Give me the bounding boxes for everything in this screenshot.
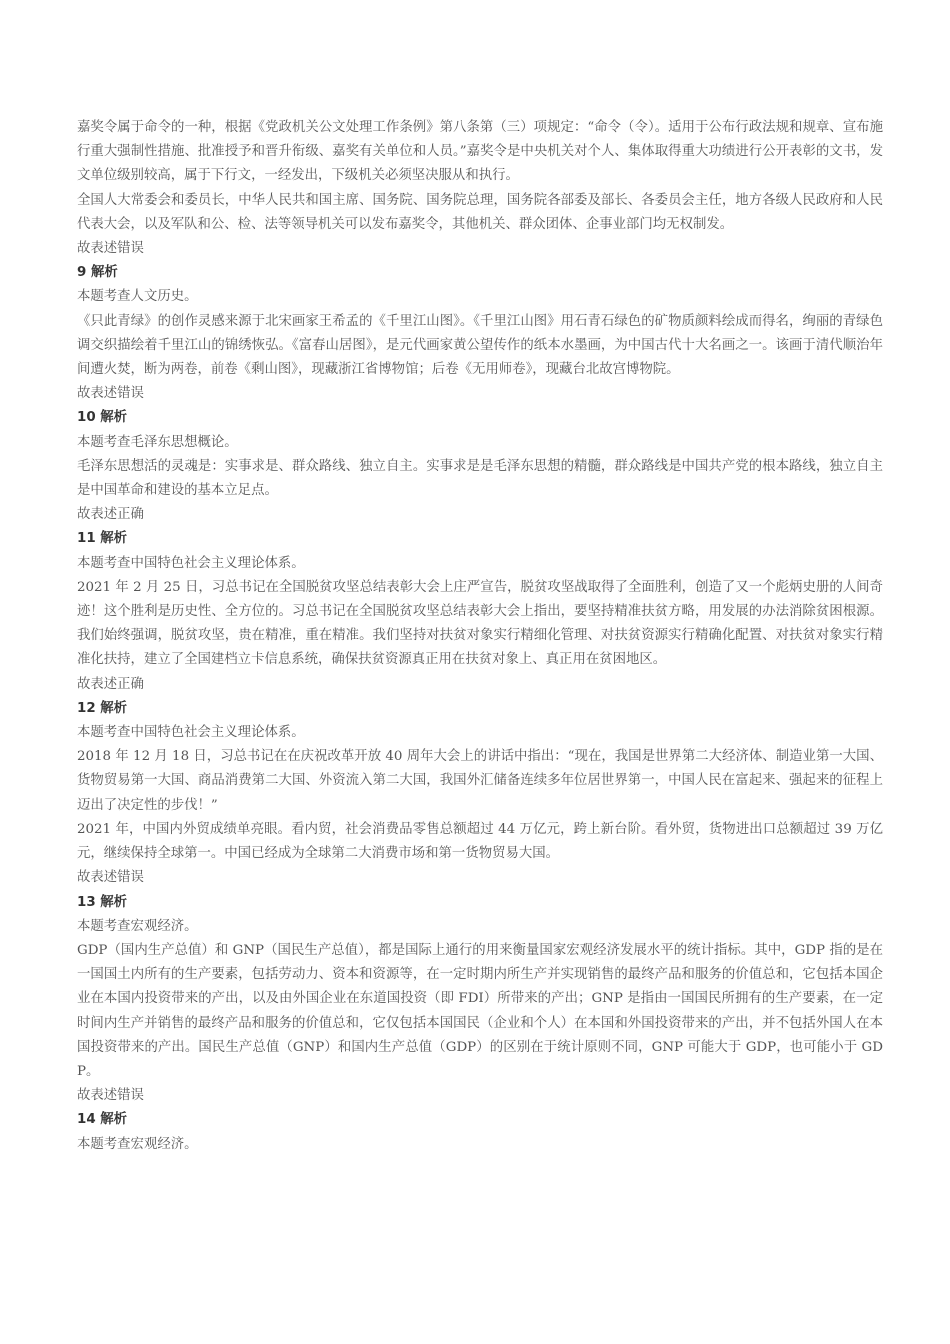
q13-paragraph: GDP（国内生产总值）和 GNP（国民生产总值），都是国际上通行的用来衡量国家宏观经济发展水平的统计指标。其中，GDP 指的是在一国国土内所有的生产要素，包括劳动力、资本和资源等，在一定时期内所生产并实现销售的最终产品和服务的价值总和，它包括本国企业在本国内投资带来的产出，以及由外国企业在东道国投资（即 FDI）所带来的产出；GNP 是指由一国国民所拥有的生产要素，在一定时间内生产并销售的最终产品和服务的价值总和，它仅包括本国国民（企业和个人）在本国和外国投资带来的产出，并不包括外国人在本国投资带来的产出。国民生产总值（GNP）和国内生产总值（GDP）的区别在于统计原则不同，GNP 可能大于 GDP，也可能小于 GDP。 xyxy=(77,942,883,1079)
q10-topic: 本题考查毛泽东思想概论。 xyxy=(77,434,238,450)
q10-paragraph: 毛泽东思想活的灵魂是：实事求是、群众路线、独立自主。实事求是是毛泽东思想的精髓，群众路线是中国共产党的根本路线，独立自主是中国革命和建设的基本立足点。 xyxy=(77,458,883,499)
q11-verdict: 故表述正确 xyxy=(77,676,144,692)
q14-topic: 本题考查宏观经济。 xyxy=(77,1136,198,1152)
q12-verdict: 故表述错误 xyxy=(77,870,144,886)
q11-paragraph: 2021 年 2 月 25 日，习总书记在全国脱贫攻坚总结表彰大会上庄严宣告，脱贫攻坚战取得了全面胜利，创造了又一个彪炳史册的人间奇迹！这个胜利是历史性、全方位的。习总书记在全国脱贫攻坚总结表彰大会上指出，要坚持精准扶贫方略，用发展的办法消除贫困根源。我们始终强调，脱贫攻坚，贵在精准，重在精准。我们坚持对扶贫对象实行精细化管理、对扶贫资源实行精确化配置、对扶贫对象实行精准化扶持，建立了全国建档立卡信息系统，确保扶贫资源真正用在扶贫对象上、真正用在贫困地区。 xyxy=(77,579,883,668)
intro-paragraph-2: 全国人大常委会和委员长，中华人民共和国主席、国务院、国务院总理，国务院各部委及部长、各委员会主任，地方各级人民政府和人民代表大会，以及军队和公、检、法等领导机关可以发布嘉奖令，其他机关、群众团体、企事业部门均无权制发。 xyxy=(77,192,883,232)
q9-heading: 9 解析 xyxy=(77,265,118,281)
intro-verdict: 故表述错误 xyxy=(77,241,144,257)
q14-heading: 14 解析 xyxy=(77,1112,128,1128)
q11-topic: 本题考查中国特色社会主义理论体系。 xyxy=(77,555,305,571)
q10-verdict: 故表述正确 xyxy=(77,507,144,523)
q13-topic: 本题考查宏观经济。 xyxy=(77,918,198,934)
q13-verdict: 故表述错误 xyxy=(77,1088,144,1104)
q12-topic: 本题考查中国特色社会主义理论体系。 xyxy=(77,725,305,741)
q11-heading: 11 解析 xyxy=(77,531,128,547)
document-page xyxy=(77,116,883,1157)
q9-topic: 本题考查人文历史。 xyxy=(77,289,198,305)
q9-verdict: 故表述错误 xyxy=(77,386,144,402)
q10-heading: 10 解析 xyxy=(77,410,128,426)
q9-paragraph: 《只此青绿》的创作灵感来源于北宋画家王希孟的《千里江山图》。《千里江山图》用石青石绿色的矿物质颜料绘成而得名，绚丽的青绿色调交织描绘着千里江山的锦绣恢弘。《富春山居图》，是元代画家黄公望传作的纸本水墨画，为中国古代十大名画之一。该画于清代顺治年间遭火焚，断为两卷，前卷《剩山图》，现藏浙江省博物馆；后卷《无用师卷》，现藏台北故宫博物院。 xyxy=(77,313,883,378)
q12-paragraph-2: 2021 年，中国内外贸成绩单亮眼。看内贸，社会消费品零售总额超过 44 万亿元，跨上新台阶。看外贸，货物进出口总额超过 39 万亿元，继续保持全球第一。中国已经成为全球第二大消费市场和第一货物贸易大国。 xyxy=(77,821,883,862)
q12-paragraph-1: 2018 年 12 月 18 日，习总书记在在庆祝改革开放 40 周年大会上的讲话中指出：“现在，我国是世界第二大经济体、制造业第一大国、货物贸易第一大国、商品消费第二大国、外资流入第二大国，我国外汇储备连续多年位居世界第一，中国人民在富起来、强起来的征程上迈出了决定性的步伐！” xyxy=(77,749,883,813)
q13-heading: 13 解析 xyxy=(77,894,128,910)
q12-heading: 12 解析 xyxy=(77,700,128,716)
intro-paragraph-1: 嘉奖令属于命令的一种，根据《党政机关公文处理工作条例》第八条第（三）项规定：“命令（令）。适用于公布行政法规和规章、宣布施行重大强制性措施、批准授予和晋升衔级、嘉奖有关单位和人员。”嘉奖令是中央机关对个人、集体取得重大功绩进行公开表彰的文书，发文单位级别较高，属于下行文，一经发出，下级机关必须坚决服从和执行。 xyxy=(77,120,883,184)
